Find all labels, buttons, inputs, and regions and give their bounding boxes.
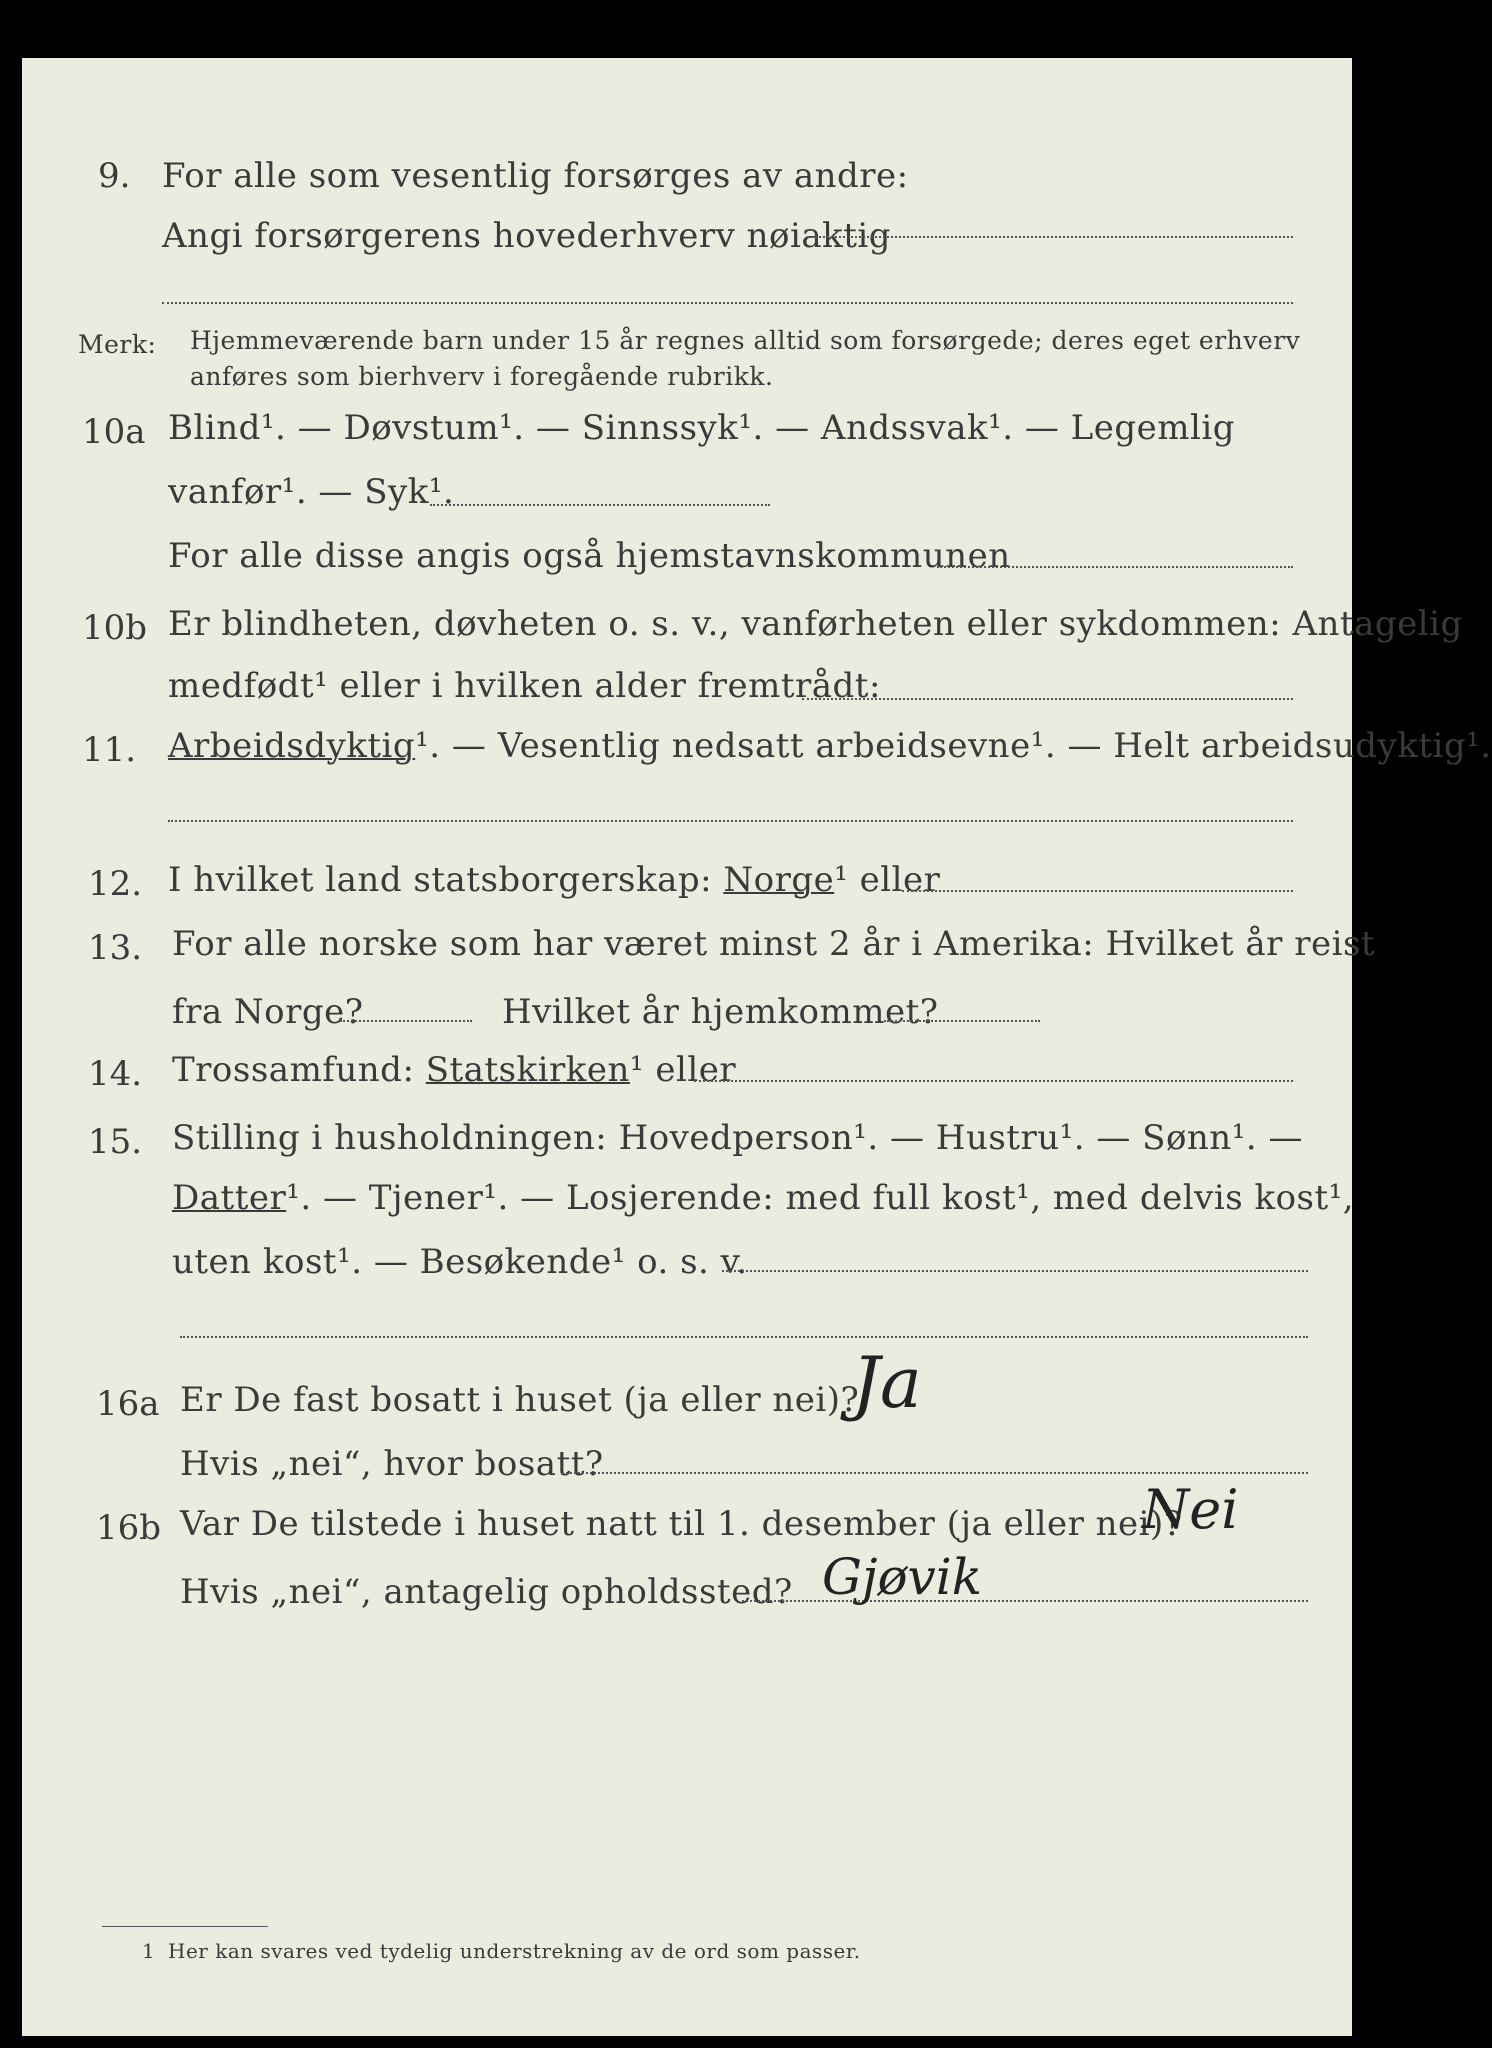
q9-line1: For alle som vesentlig forsørges av andre: [162, 156, 909, 196]
q14-text: Trossamfund: [172, 1050, 415, 1090]
q10b-answer-line[interactable] [802, 698, 1293, 700]
q16a-line1: Er De fast bosatt i huset (ja eller nei)? [180, 1380, 860, 1420]
merk-line2: anføres som bierhverv i foregående rubrikk. [190, 362, 774, 391]
q10b-line1: Er blindheten, døvheten o. s. v., vanførheten eller sykdommen: Antagelig [168, 604, 1463, 644]
q13-hjemkommet-line[interactable] [884, 1020, 1040, 1022]
q13-line2a: fra Norge? [172, 992, 364, 1032]
q14-line [172, 1050, 736, 1090]
census-form-page [22, 58, 1492, 2036]
q15-line1: Stilling i husholdningen: Hovedperson¹. — Hustru¹. — Sønn¹. — [172, 1118, 1303, 1158]
q10a-answer-line[interactable] [430, 504, 770, 506]
q12-text: I hvilket land statsborgerskap: [168, 860, 713, 900]
q10a-line2: vanfør¹. — Syk¹. [168, 472, 455, 512]
q11-answer-line[interactable] [168, 820, 1293, 822]
q12-answer-line[interactable] [902, 890, 1293, 892]
q11-rest: ¹. — Vesentlig nedsatt arbeidsevne¹. — Helt arbeidsudyktig¹. [415, 726, 1492, 766]
q15-line2-rest: ¹. — Tjener¹. — Losjerende: med full kost¹, med delvis kost¹, [286, 1178, 1355, 1218]
merk-label: Merk: [78, 330, 157, 359]
q12-underlined-answer: Norge [723, 860, 835, 900]
q10a-hjemstavn-line[interactable] [937, 566, 1293, 568]
q11-line1 [168, 726, 1492, 766]
q10a-line3: For alle disse angis også hjemstavnskommunen [168, 536, 1011, 576]
q16b-handwritten-place: Gjøvik [822, 1548, 983, 1606]
footnote-text: Her kan svares ved tydelig understrekning av de ord som passer. [168, 1939, 861, 1963]
q13-reist-line[interactable] [340, 1020, 472, 1022]
q10b-line2: medfødt¹ eller i hvilken alder fremtrådt: [168, 666, 881, 706]
q11-underlined-answer: Arbeidsdyktig [168, 726, 416, 766]
q14-answer-line[interactable] [694, 1080, 1293, 1082]
q14-number: 14. [88, 1054, 143, 1094]
q16a-answer-line[interactable] [562, 1472, 1308, 1474]
q10a-number: 10a [82, 412, 146, 452]
q15-answer-line-2[interactable] [180, 1336, 1308, 1338]
q10b-number: 10b [82, 608, 148, 648]
q13-line1: For alle norske som har været minst 2 år i Amerika: Hvilket år reist [172, 924, 1376, 964]
q16b-number: 16b [96, 1508, 162, 1548]
q14-underlined-answer: Statskirken [425, 1050, 630, 1090]
q15-answer-line[interactable] [722, 1270, 1308, 1272]
q13-number: 13. [88, 928, 143, 968]
q16b-line2: Hvis „nei“, antagelig opholdssted? [180, 1572, 793, 1612]
q15-line2 [172, 1178, 1354, 1218]
q16b-line1: Var De tilstede i huset natt til 1. desember (ja eller nei)? [180, 1504, 1183, 1544]
q9-answer-line-2[interactable] [162, 302, 1293, 304]
q9-answer-line[interactable] [807, 236, 1293, 238]
q13-line2b: Hvilket år hjemkommet? [502, 992, 939, 1032]
q12-line [168, 860, 940, 900]
merk-line1: Hjemmeværende barn under 15 år regnes alltid som forsørgede; deres eget erhverv [190, 326, 1301, 355]
q16b-handwritten-answer: Nei [1142, 1478, 1239, 1541]
q14-rest: ¹ eller [629, 1050, 737, 1090]
q11-number: 11. [82, 730, 137, 770]
q15-number: 15. [88, 1122, 143, 1162]
q12-number: 12. [88, 864, 143, 904]
q15-underlined-answer: Datter [172, 1178, 287, 1218]
footnote-divider [102, 1926, 268, 1927]
footnote-mark: 1 [142, 1939, 156, 1963]
q16a-handwritten-answer: Ja [852, 1342, 922, 1424]
q10a-line1: Blind¹. — Døvstum¹. — Sinnssyk¹. — Andssvak¹. — Legemlig [168, 408, 1235, 448]
q16a-line2: Hvis „nei“, hvor bosatt? [180, 1444, 604, 1484]
q12-rest: ¹ eller [834, 860, 941, 900]
q9-line2: Angi forsørgerens hovederhverv nøiaktig [162, 216, 892, 256]
q16a-number: 16a [96, 1384, 160, 1424]
q9-number: 9. [98, 156, 131, 196]
q15-line3: uten kost¹. — Besøkende¹ o. s. v. [172, 1242, 748, 1282]
